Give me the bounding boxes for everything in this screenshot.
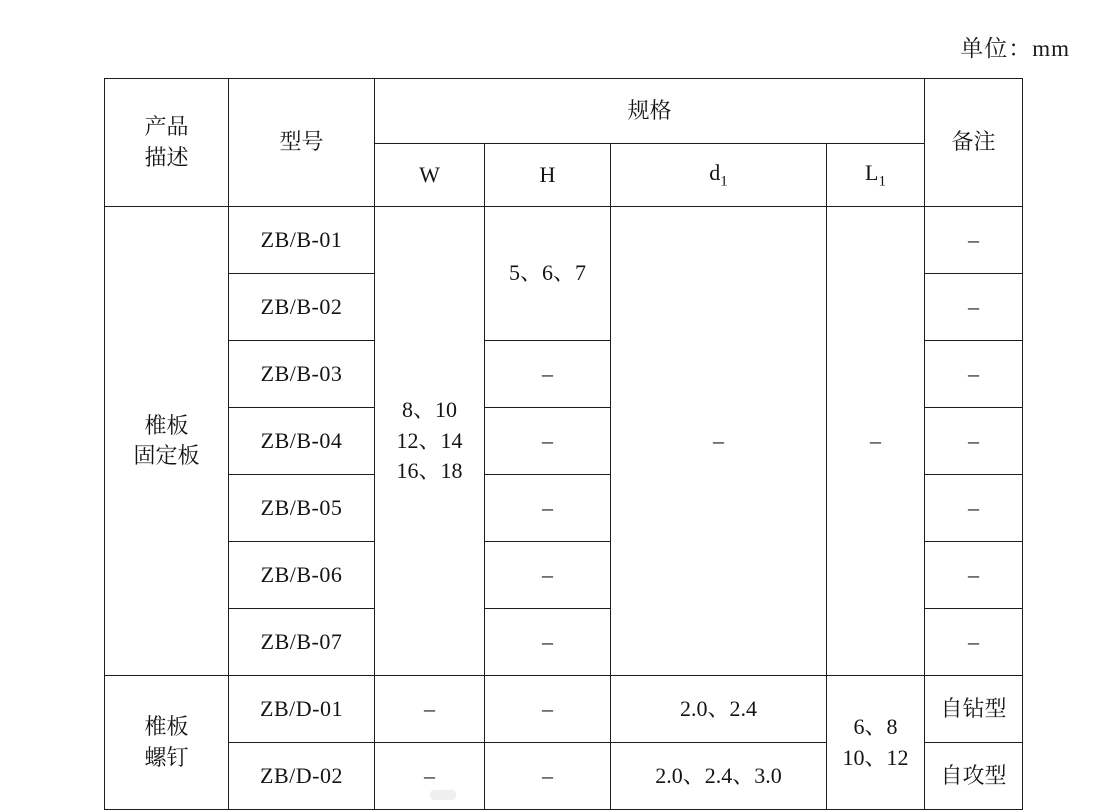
group-l1-line-1: 6、8 [853,714,898,740]
spec-table-container [104,78,1022,810]
remark-cell: – [925,475,1023,542]
h-cell: – [485,542,611,609]
h-cell: 5、6、7 [485,207,611,341]
header-product-description-line1: 产品 [144,114,189,140]
group-description-line2: 螺钉 [144,744,189,770]
group-w-value [375,207,485,676]
group-description-line2: 固定板 [133,443,200,468]
header-w: W [375,144,485,207]
d1-cell: 2.0、2.4、3.0 [611,743,827,810]
header-product-description-line2: 描述 [144,144,189,170]
model-cell: ZB/B-06 [229,542,375,609]
group-l1-line-2: 10、12 [842,744,909,770]
model-cell: ZB/B-04 [229,408,375,475]
header-l1 [827,144,925,207]
table-row [105,676,1023,743]
h-cell: – [485,408,611,475]
model-cell: ZB/B-01 [229,207,375,274]
header-d1-sub: 1 [720,173,728,190]
model-cell: ZB/B-05 [229,475,375,542]
header-d1-base: d [709,159,721,185]
header-remark: 备注 [925,79,1023,207]
group-w-line-3: 16、18 [396,458,463,484]
header-spec-group: 规格 [375,79,925,144]
group-w-line-1: 8、10 [401,397,457,423]
remark-cell: – [925,341,1023,408]
remark-cell: – [925,274,1023,341]
h-cell: – [485,475,611,542]
spec-table [104,78,1023,810]
group-description-screw [105,676,229,810]
remark-cell: – [925,609,1023,676]
group-l1-value: – [827,207,925,676]
model-cell: ZB/B-07 [229,609,375,676]
remark-cell: – [925,408,1023,475]
h-cell: – [485,676,611,743]
group-l1-value [827,676,925,810]
header-l1-base: L [865,159,879,185]
remark-cell: 自攻型 [925,743,1023,810]
header-product-description [105,79,229,207]
model-cell: ZB/D-01 [229,676,375,743]
group-w-line-2: 12、14 [396,427,463,453]
table-header-row-1 [105,79,1023,144]
group-d1-value: – [611,207,827,676]
header-h: H [485,144,611,207]
unit-note: 单位：mm [960,36,1070,61]
h-cell: – [485,341,611,408]
remark-cell: – [925,207,1023,274]
group-description-line1: 椎板 [144,714,189,740]
model-cell: ZB/D-02 [229,743,375,810]
group-description-line1: 椎板 [144,412,189,438]
page-smudge [430,790,456,800]
w-cell: – [375,743,485,810]
h-cell: – [485,609,611,676]
h-cell: – [485,743,611,810]
table-row [105,207,1023,274]
header-d1 [611,144,827,207]
model-cell: ZB/B-02 [229,274,375,341]
group-description-fixation-plate [105,207,229,676]
header-l1-sub: 1 [878,173,886,190]
header-model: 型号 [229,79,375,207]
w-cell: – [375,676,485,743]
model-cell: ZB/B-03 [229,341,375,408]
remark-cell: 自钻型 [925,676,1023,743]
remark-cell: – [925,542,1023,609]
d1-cell: 2.0、2.4 [611,676,827,743]
